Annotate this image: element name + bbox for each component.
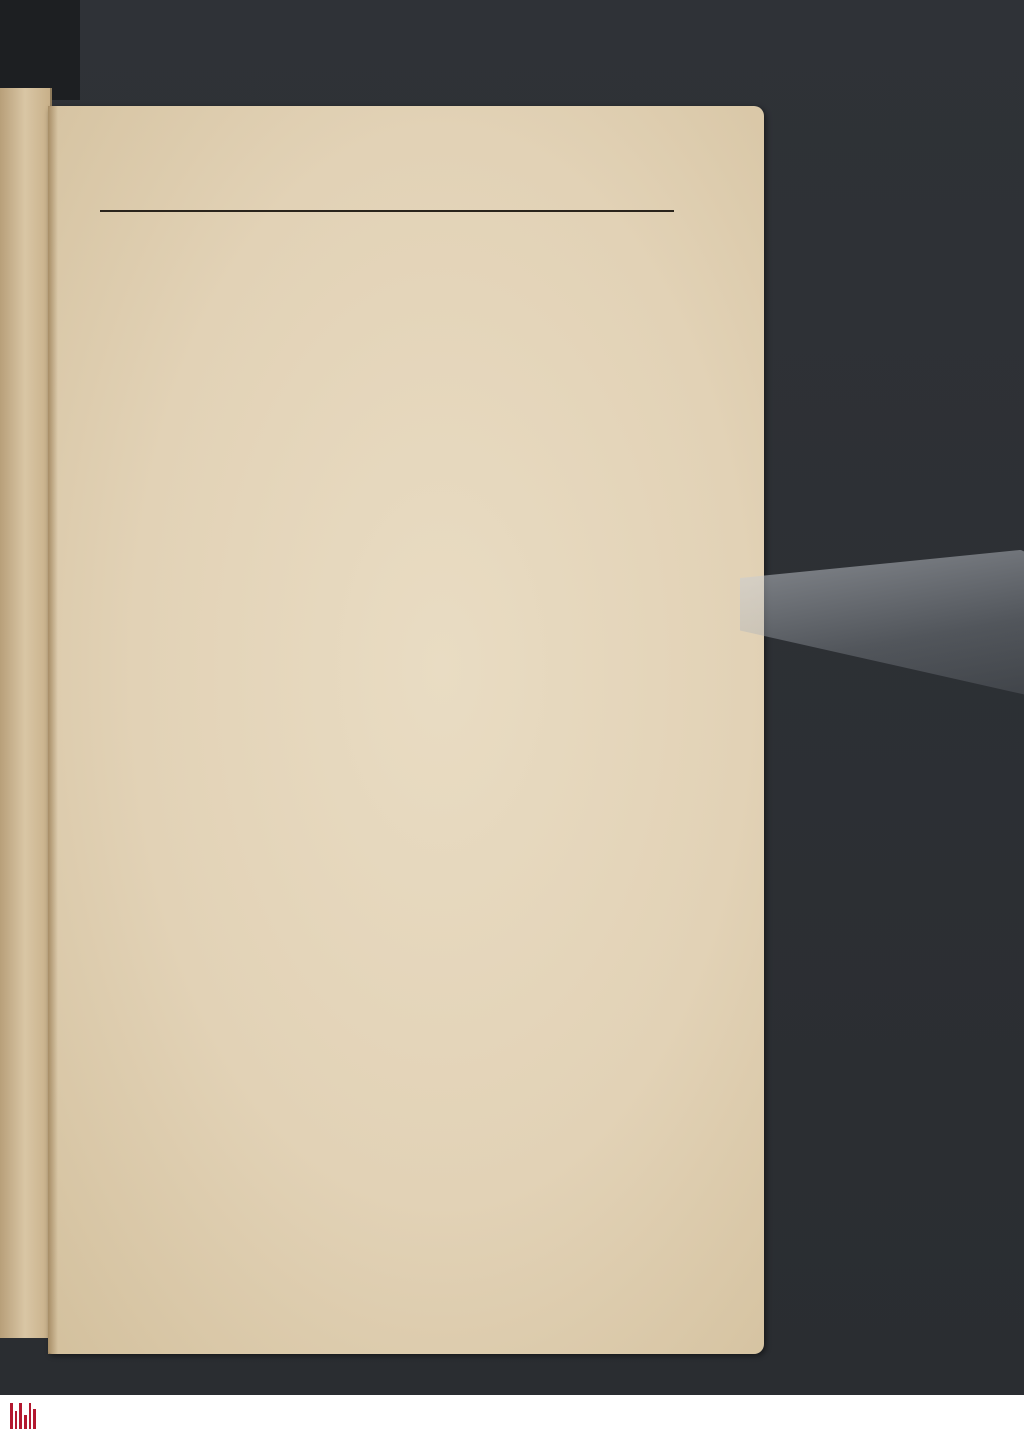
page-footer-line xyxy=(92,256,682,294)
page-number-header xyxy=(92,172,682,208)
page-gutter-shadow xyxy=(48,106,58,1354)
page-text xyxy=(92,172,682,294)
hab-logo-icon xyxy=(10,1403,36,1429)
scanner-corner xyxy=(0,0,80,100)
previous-page-edge xyxy=(0,88,52,1338)
header-rule xyxy=(100,210,674,212)
footer-bar xyxy=(0,1395,1024,1437)
